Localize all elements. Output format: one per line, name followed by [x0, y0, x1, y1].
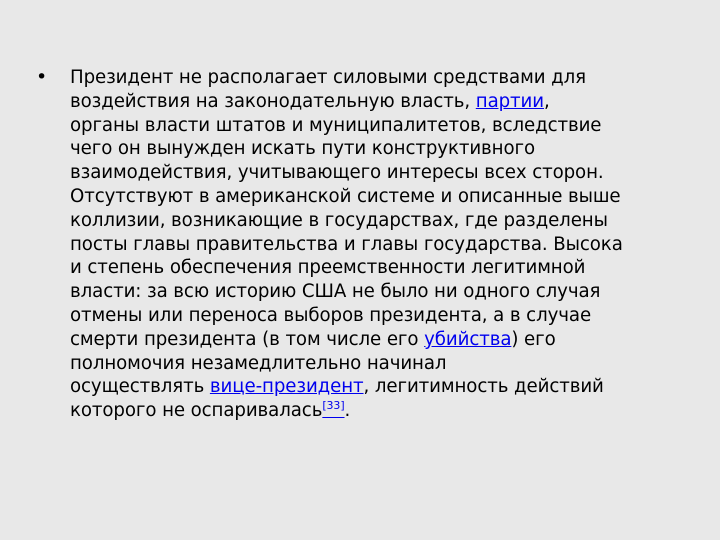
text-line [70, 399, 696, 423]
footnote-ref: [33] [322, 399, 345, 413]
text-segment: . [344, 400, 351, 422]
text-line: Отсутствуют в американской системе и описанные выше [70, 185, 621, 207]
text-segment: воздействия на законодательную власть, [70, 90, 476, 112]
link-assassination[interactable]: убийства [424, 328, 512, 350]
link-parties[interactable]: партии [475, 90, 544, 112]
text-segment: ) его [511, 328, 556, 350]
text-segment: которого не оспаривалась [70, 400, 323, 422]
text-line [70, 90, 696, 114]
footnote-ref-link[interactable] [322, 400, 344, 421]
bullet-item [36, 66, 696, 423]
text-line: полномочия незамедлительно начинал [70, 352, 447, 374]
text-line [70, 328, 696, 352]
text-line: власти: за всю историю США не было ни одного случая [70, 281, 601, 303]
link-vice-president[interactable]: вице-президент [209, 376, 364, 398]
text-line: органы власти штатов и муниципалитетов, вследствие [70, 114, 602, 136]
text-segment: , [544, 90, 550, 112]
text-line: и степень обеспечения преемственности легитимной [70, 257, 586, 279]
text-line: посты главы правительства и главы государства. Высока [70, 233, 623, 255]
text-line: чего он вынужден искать пути конструктивного [70, 138, 535, 160]
bullet-dot: • [36, 66, 48, 88]
text-line: взаимодействия, учитывающего интересы всех сторон. [70, 162, 604, 184]
text-line [70, 375, 696, 399]
text-segment: смерти президента (в том числе его [70, 328, 425, 350]
text-segment: осуществлять [70, 376, 210, 398]
bullet-paragraph [70, 66, 696, 423]
text-line: Президент не располагает силовыми средствами для [70, 67, 586, 88]
text-segment: , легитимность действий [363, 376, 604, 398]
text-line: отмены или переноса выборов президента, а в случае [70, 304, 592, 326]
text-line: коллизии, возникающие в государствах, где разделены [70, 209, 608, 231]
